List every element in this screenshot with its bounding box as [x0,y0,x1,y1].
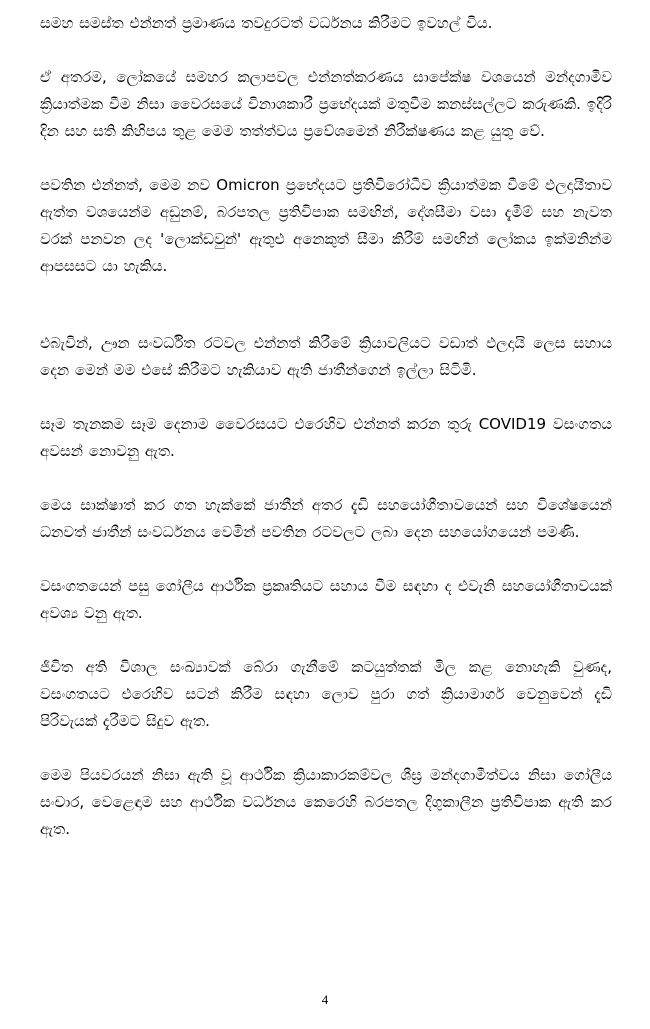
paragraph-1: සමහ සමස්ත එන්නත් ප්‍රමාණය තවදුරටත් වර්ධනය කිරීමට ඉවහල් විය. [40,14,493,32]
paragraph-2: ඒ අතරම, ලෝකයේ සමහර කලාපවල එන්නත්කරණය සාපේක්ෂ වශයෙන් මන්දගාමීව ක්‍රියාත්මක වීම නිසා වෛරසයේ විනාශකාරී ප්‍රභේදයක් මතුවීම කනස්සල්ලට කරුණකි. ඉදිරි දින සහ සති කිහිපය තුළ මෙම තත්ත්වය ප්‍රවේශමෙන් නිරීක්ෂණය කළ යුතු වේ. [40,68,612,140]
paragraph-5: සෑම තැනකම සෑම දෙනාම වෛරසයට එරෙහිව එන්නත් කරන තුරු COVID19 වසංගතය අවසන් නොවනු ඇත. [40,415,612,460]
paragraph-9: මෙම පියවරයන් නිසා ඇති වූ ආර්ථික ක්‍රියාකාරකම්වල ශීඝ්‍ර මන්දගාමීත්වය නිසා ගෝලීය සංචාර, වෙළෙඳාම සහ ආර්ථික වර්ධනය කෙරෙහි බරපතල දිගුකාලීන ප්‍රතිවිපාක ඇති කර ඇත. [40,766,612,838]
paragraph-8: ජීවිත අති විශාල සංඛ්‍යාවක් බේරා ගැනීමේ කටයුත්තක් මිල කළ නොහැකි වුණද, වසංගතයට එරෙහිව සටන් කිරීම සඳහා ලොව පුරා ගත් ක්‍රියාමාර්ග වෙනුවෙන් දැඩි පිරිවැයක් දැරීමට සිදුව ඇත. [40,658,612,730]
paragraph-7: වසංගතයෙන් පසු ගෝලීය ආර්ථික ප්‍රකෘතියට සහාය වීම සඳහා ද එවැනි සහයෝගීතාවයක් අවශ්‍ය වනු ඇත. [40,577,612,622]
page-number: 4 [321,992,329,1007]
paragraph-6: මෙය සාක්ෂාත් කර ගත හැක්කේ ජාතීන් අතර දැඩි සහයෝගීතාවයෙන් සහ විශේෂයෙන් ධනවත් ජාතීන් සංවර්ධනය වෙමින් පවතින රටවලට ලබා දෙන සහයෝගයෙන් පමණි. [40,496,612,541]
paragraph-3: පවතින එන්නත්, මෙම නව Omicron ප්‍රභේදයට ප්‍රතිවිරෝධීව ක්‍රියාත්මක වීමේ ඵලදායීතාව ඇත්ත වශයෙන්ම අඩුනම්, බරපතල ප්‍රතිවිපාක සමඟින්, දේශසීමා වසා දැමීම් සහ නැවත වරක් පනවන ලද 'ලොක්ඩවුන්' ඇතුළු අනෙකුත් සීමා කිරීම් සමඟින් ලෝකය ඉක්මනින්ම ආපසසට යා හැකිය. [40,176,612,275]
paragraph-4: එබැවින්, ඌන සංවර්ධිත රටවල එන්නත් කිරීමේ ක්‍රියාවලියට වඩාත් ඵලදායි ලෙස සහාය දෙන මෙන් මම එසේ කිරීමට හැකියාව ඇති ජාතීන්ගෙන් ඉල්ලා සිටිමි. [40,334,612,379]
